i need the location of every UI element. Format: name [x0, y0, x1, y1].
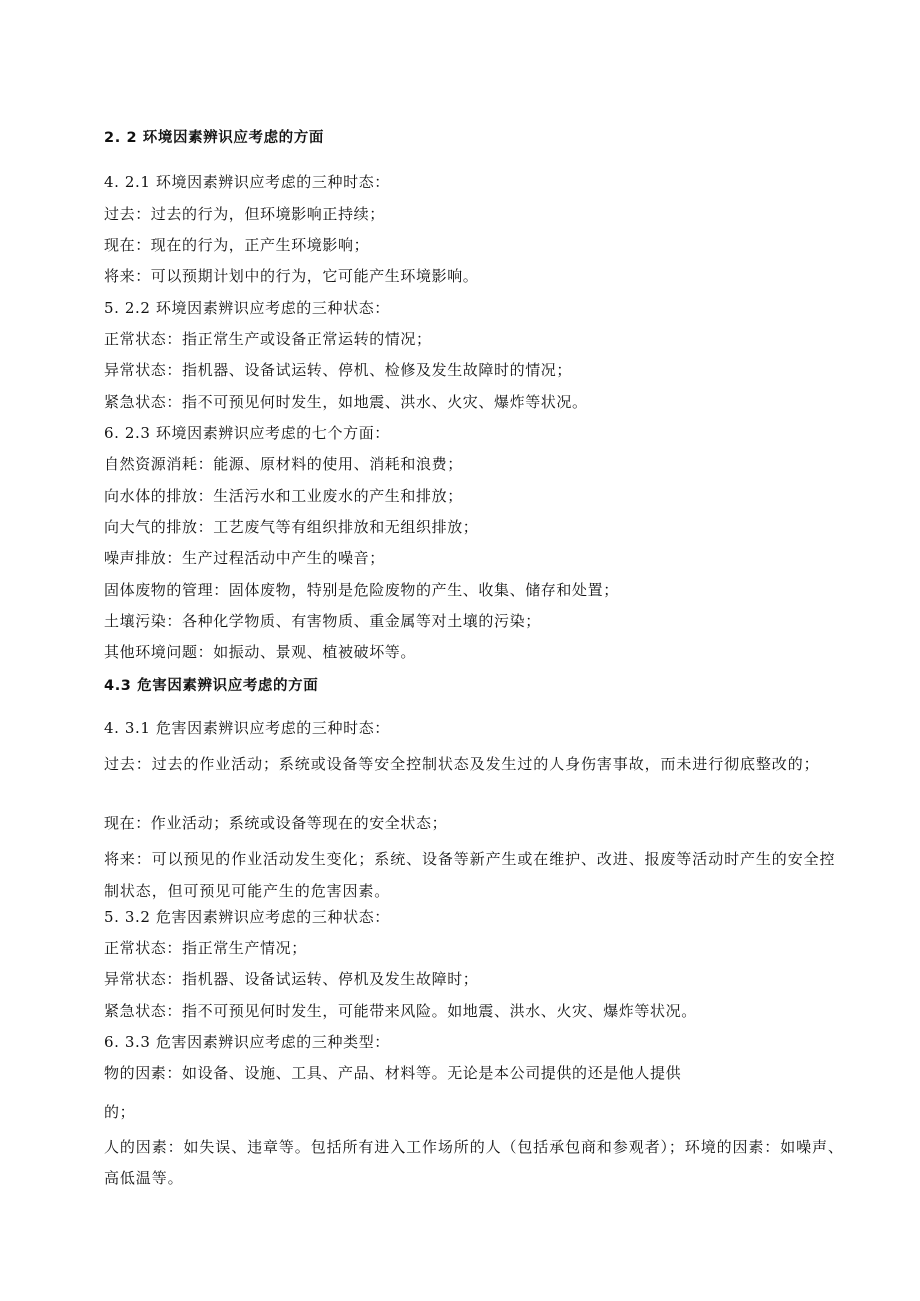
subheading-env-aspects: 6. 2.3 环境因素辨识应考虑的七个方面： [104, 424, 390, 442]
paragraph-line: 正常状态：指正常生产情况； [104, 939, 307, 957]
subheading-hazard-states: 5. 3.2 危害因素辨识应考虑的三种状态： [104, 908, 390, 926]
paragraph-line: 向水体的排放：生活污水和工业废水的产生和排放； [104, 487, 463, 505]
section-heading-hazard: 4.3 危害因素辨识应考虑的方面 [104, 678, 319, 694]
paragraph-line: 其他环境问题：如振动、景观、植被破坏等。 [104, 643, 417, 661]
paragraph-line: 固体废物的管理：固体废物，特别是危险废物的产生、收集、储存和处置； [104, 581, 619, 599]
subheading-hazard-tenses: 4. 3.1 危害因素辨识应考虑的三种时态： [104, 719, 390, 737]
paragraph-line: 紧急状态：指不可预见何时发生，可能带来风险。如地震、洪水、火灾、爆炸等状况。 [104, 1002, 697, 1020]
subheading-env-states: 5. 2.2 环境因素辨识应考虑的三种状态： [104, 299, 390, 317]
paragraph-line: 向大气的排放：工艺废气等有组织排放和无组织排放； [104, 518, 479, 536]
paragraph-line: 异常状态：指机器、设备试运转、停机、检修及发生故障时的情况； [104, 361, 573, 379]
subheading-env-tenses: 4. 2.1 环境因素辨识应考虑的三种时态： [104, 173, 390, 191]
paragraph: 将来：可以预见的作业活动发生变化；系统、设备等新产生或在维护、改进、报废等活动时产生的安全控制状态，但可预见可能产生的危害因素。 [104, 850, 836, 900]
paragraph-line: 现在：作业活动；系统或设备等现在的安全状态； [104, 814, 448, 832]
paragraph-line: 紧急状态：指不可预见何时发生，如地震、洪水、火灾、爆炸等状况。 [104, 393, 588, 411]
paragraph: 人的因素：如失误、违章等。包括所有进入工作场所的人（包括承包商和参观者）；环境的因素：如噪声、高低温等。 [104, 1138, 844, 1187]
paragraph-line: 的； [104, 1103, 136, 1121]
paragraph-line: 噪声排放：生产过程活动中产生的噪音； [104, 549, 385, 567]
paragraph-line: 自然资源消耗：能源、原材料的使用、消耗和浪费； [104, 455, 463, 473]
section-heading-env: 2. 2 环境因素辨识应考虑的方面 [104, 130, 324, 146]
paragraph: 过去：过去的作业活动；系统或设备等安全控制状态及发生过的人身伤害事故，而未进行彻底整改的； [104, 755, 820, 773]
paragraph-line: 正常状态：指正常生产或设备正常运转的情况； [104, 330, 432, 348]
paragraph-line: 过去：过去的行为，但环境影响正持续； [104, 205, 385, 223]
paragraph-line: 物的因素：如设备、设施、工具、产品、材料等。无论是本公司提供的还是他人提供 [104, 1064, 682, 1082]
subheading-hazard-types: 6. 3.3 危害因素辨识应考虑的三种类型： [104, 1033, 390, 1051]
paragraph-line: 土壤污染：各种化学物质、有害物质、重金属等对土壤的污染； [104, 612, 541, 630]
paragraph-line: 现在：现在的行为，正产生环境影响； [104, 236, 370, 254]
paragraph-line: 将来：可以预期计划中的行为，它可能产生环境影响。 [104, 267, 479, 285]
paragraph-line: 异常状态：指机器、设备试运转、停机及发生故障时； [104, 970, 479, 988]
